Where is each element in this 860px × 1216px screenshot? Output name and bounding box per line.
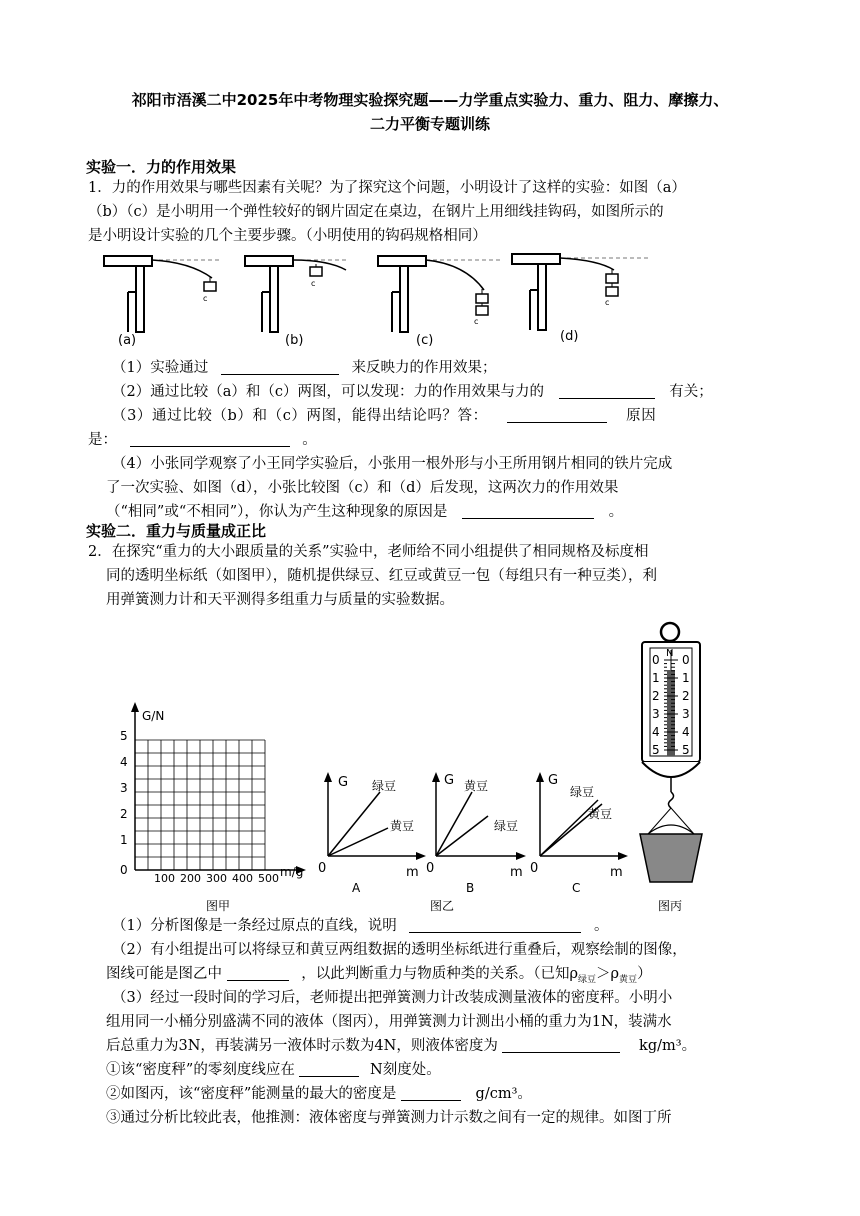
svg-text:1: 1 [652,671,660,685]
exp2-intro-3: 用弹簧测力计和天平测得多组重力与质量的实验数据。 [106,592,454,608]
answer-blank[interactable] [299,1060,359,1077]
exp1-intro-1: 1．力的作用效果与哪些因素有关呢？为了探究这个问题，小明设计了这样的实验：如图（a） [88,180,686,196]
answer-blank[interactable] [502,1036,620,1053]
svg-text:m: m [610,865,623,880]
panel-B [426,772,526,895]
svg-text:G: G [548,773,559,788]
exp2-q1: （1）分析图像是一条经过原点的直线，说明 。 [112,918,609,934]
svg-text:0: 0 [426,861,435,876]
fig-d [512,254,648,344]
panel-C-bottom: 黄豆 [588,807,613,821]
exp2-q2-1: （2）有小组提出可以将绿豆和黄豆两组数据的透明坐标纸进行重叠后，观察绘制的图像， [112,942,687,958]
exp2-q3-part3: ③通过分析比较此表，他推测：液体密度与弹簧测力计示数之间有一定的规律。如图丁所 [106,1110,672,1126]
svg-text:3: 3 [682,707,690,721]
svg-text:G: G [444,773,455,788]
exp1-q3: （3）通过比较（b）和（c）两图，能得出结论吗？答： 原因 [112,408,657,424]
svg-text:B: B [466,881,475,895]
svg-text:N: N [666,648,674,659]
exp2-q3-part1: ①该“密度秤”的零刻度线应在 N刻度处。 [106,1062,441,1078]
exp2-intro-1: 2．在探究“重力的大小跟质量的关系”实验中，老师给不同小组提供了相同规格及标度相 [88,544,649,560]
exp2-q2-2: 图线可能是图乙中 ，以此判断重力与物质种类的关系。（已知$\rho_{绿豆}>\rho_{黄豆}$） [106,966,652,985]
svg-text:A: A [352,881,361,895]
y-tick: 0 [120,863,128,877]
fig-a [104,256,220,348]
svg-text:c: c [474,317,479,326]
svg-text:0: 0 [682,653,690,667]
bean-figures [100,620,740,920]
graph-ylabel: G/N [142,709,165,723]
answer-blank[interactable] [462,502,594,519]
fig-b [245,256,346,348]
svg-text:4: 4 [682,725,690,739]
spring-scale [640,623,702,913]
svg-text:c: c [203,294,208,303]
svg-text:5: 5 [682,743,690,757]
exp1-intro-3: 是小明设计实验的几个主要步骤。（小明使用的钩码规格相同） [88,228,487,244]
fig-c-label: (c) [416,333,434,348]
svg-text:0: 0 [652,653,660,667]
steel-strip-figure [100,248,660,350]
exp2-q3-3: 后总重力为3N，再装满另一液体时示数为4N，则液体密度为 kg/m³。 [106,1038,697,1054]
panel-C-top: 绿豆 [570,785,595,799]
fig-a-label: (a) [118,333,137,348]
svg-text:2: 2 [652,689,660,703]
svg-text:2: 2 [682,689,690,703]
exp1-q2: （2）通过比较（a）和（c）两图，可以发现：力的作用效果与力的 有关； [112,384,713,400]
panel-B-bottom: 绿豆 [494,819,519,833]
exp2-q3-part2: ②如图丙，该“密度秤”能测量的最大的密度是 g/cm³。 [106,1086,532,1102]
answer-blank[interactable] [507,406,607,423]
fig-d-label: (d) [560,329,579,344]
answer-blank[interactable] [221,358,339,375]
svg-text:m: m [406,865,419,880]
graph-xlabel: m/g [280,865,304,879]
fig-c [378,256,500,348]
y-tick: 3 [120,781,128,795]
svg-text:1: 1 [682,671,690,685]
y-tick: 4 [120,755,128,769]
svg-text:5: 5 [652,743,660,757]
panel-C [530,772,628,895]
svg-text:4: 4 [652,725,660,739]
svg-text:c: c [311,279,316,288]
exp2-heading: 实验二．重力与质量成正比 [86,522,267,540]
svg-text:0: 0 [530,861,539,876]
exp1-q4-3: （“相同”或“不相同”），你认为产生这种现象的原因是 。 [106,504,624,520]
answer-blank[interactable] [409,916,581,933]
svg-text:m: m [510,865,523,880]
answer-blank[interactable] [130,430,290,447]
y-tick: 1 [120,833,128,847]
answer-blank[interactable] [227,964,289,981]
svg-text:3: 3 [652,707,660,721]
svg-text:C: C [572,881,581,895]
svg-text:G: G [338,775,349,790]
caption-bing: 图丙 [658,899,683,913]
exp1-heading: 实验一．力的作用效果 [86,158,237,176]
x-tick: 400 [232,872,253,885]
x-tick: 500 [258,872,279,885]
panel-A-bottom: 黄豆 [390,819,415,833]
exp1-q4-1: （4）小张同学观察了小王同学实验后，小张用一根外形与小王所用钢片相同的铁片完成 [112,456,673,472]
panel-B-top: 黄豆 [464,779,489,793]
exp2-q3-1: （3）经过一段时间的学习后，老师提出把弹簧测力计改装成测量液体的密度秤。小明小 [112,990,673,1006]
panel-A [318,772,426,895]
exp1-intro-2: （b）（c）是小明用一个弹性较好的钢片固定在桌边，在钢片上用细线挂钩码，如图所示的 [88,204,664,220]
exp1-q3-cont: 是： 。 [88,432,317,448]
panel-A-top: 绿豆 [372,779,397,793]
fig-b-label: (b) [285,333,304,348]
svg-text:0: 0 [318,861,327,876]
exp2-q3-2: 组用同一小桶分别盛满不同的液体（图丙），用弹簧测力计测出小桶的重力为1N，装满水 [106,1014,672,1030]
caption-yi: 图乙 [430,899,455,913]
x-tick: 200 [180,872,201,885]
caption-jia: 图甲 [206,899,231,913]
exp1-q1: （1）实验通过 来反映力的作用效果； [112,360,497,376]
answer-blank[interactable] [401,1084,461,1101]
svg-text:c: c [605,298,610,307]
y-tick: 2 [120,807,128,821]
y-tick: 5 [120,729,128,743]
answer-blank[interactable] [559,382,655,399]
x-tick: 100 [154,872,175,885]
exp2-intro-2: 同的透明坐标纸（如图甲），随机提供绿豆、红豆或黄豆一包（每组只有一种豆类），利 [106,568,657,584]
grid-graph [120,702,306,913]
exp1-q4-2: 了一次实验、如图（d），小张比较图（c）和（d）后发现，这两次力的作用效果 [106,480,619,496]
x-tick: 300 [206,872,227,885]
page-title: 祁阳市浯溪二中2025年中考物理实验探究题——力学重点实验力、重力、阻力、摩擦力、 二力平衡专题训练 [131,91,729,133]
